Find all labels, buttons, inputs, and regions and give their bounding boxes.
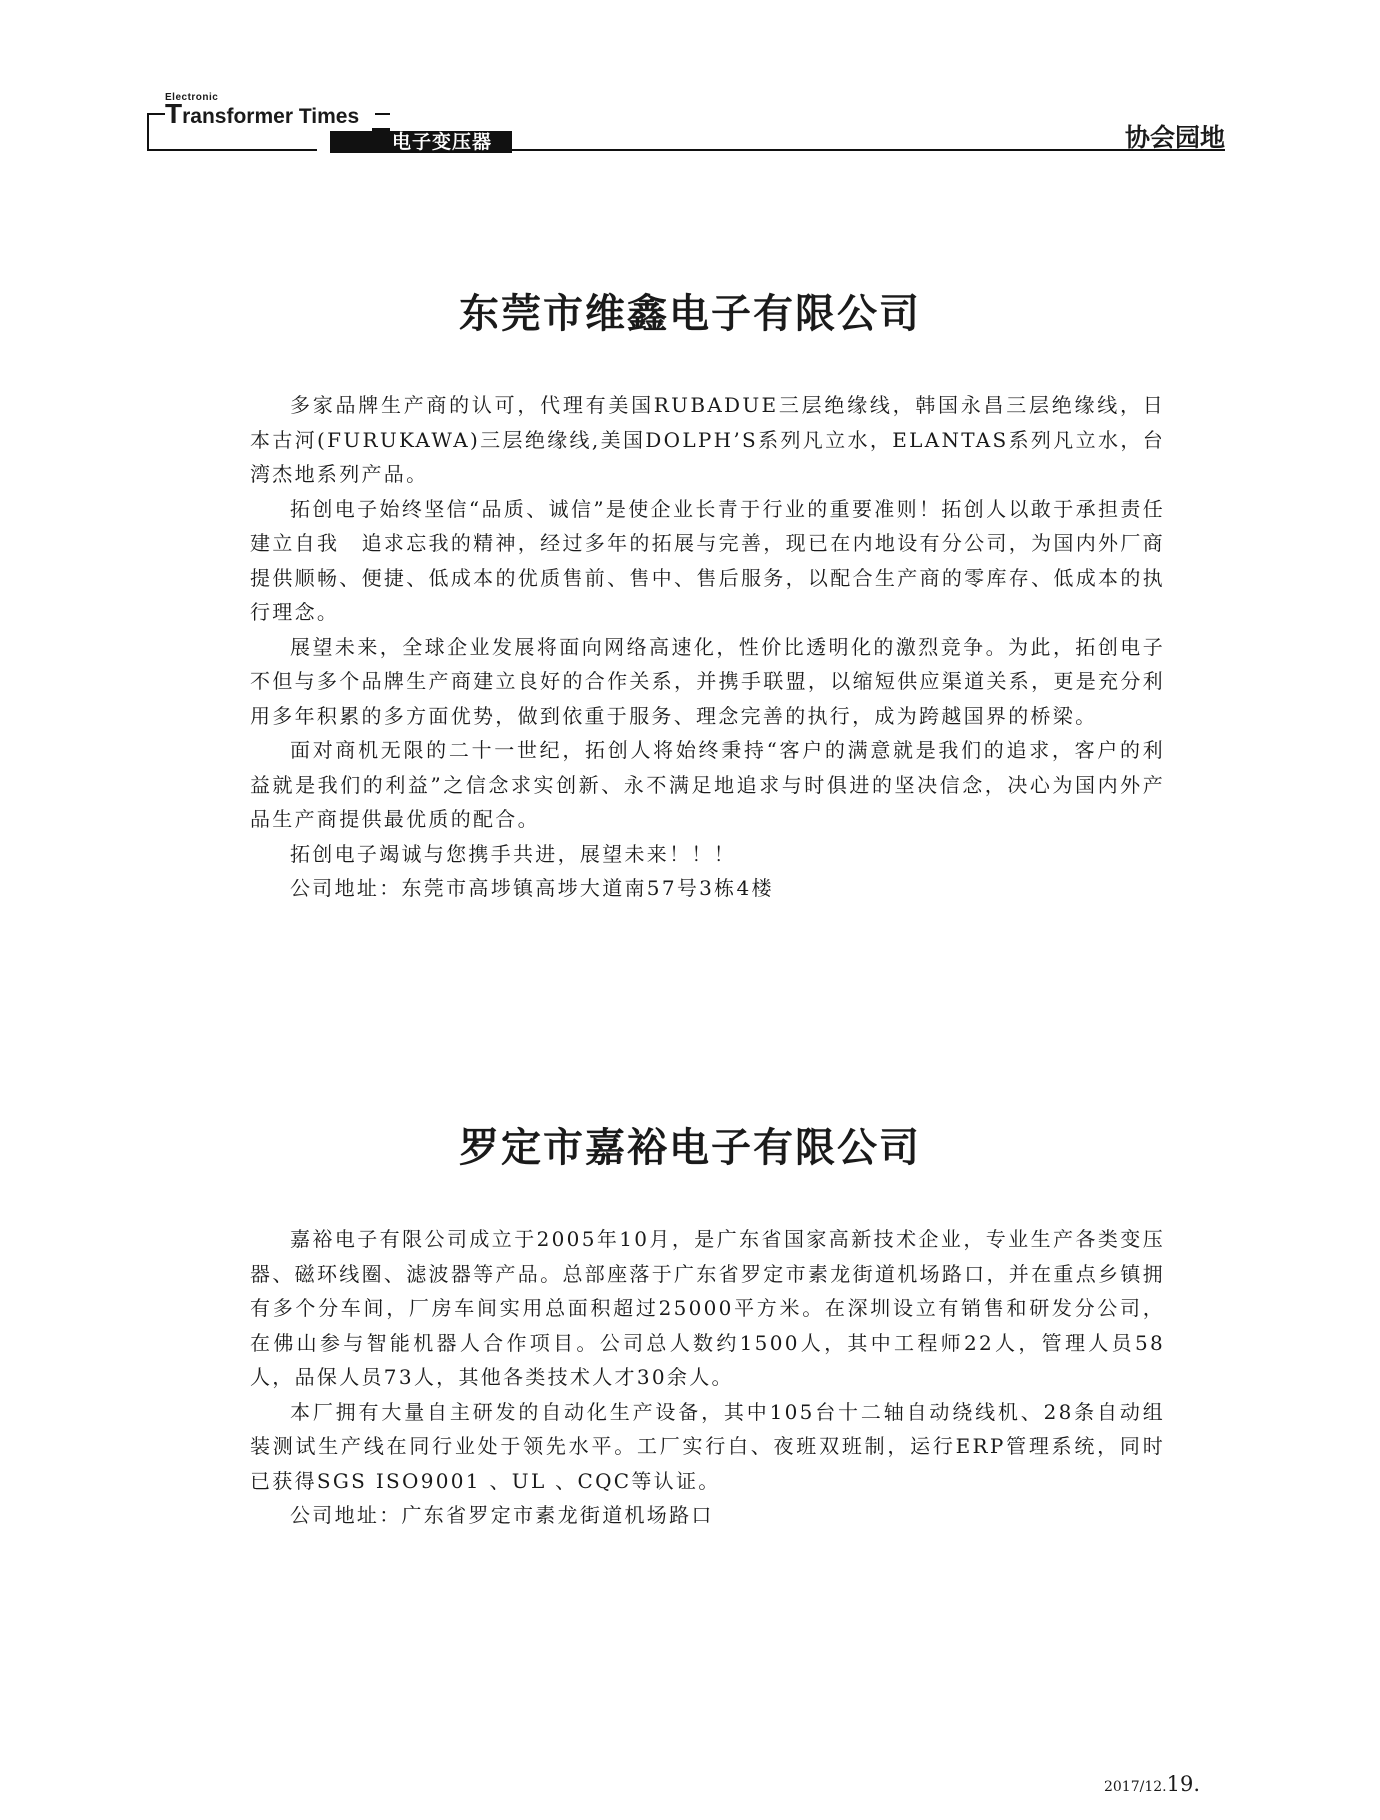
header-rule-left xyxy=(147,113,165,115)
company-address: 公司地址：东莞市高埗镇高埗大道南57号3栋4楼 xyxy=(290,876,774,900)
article-title-2: 罗定市嘉裕电子有限公司 xyxy=(459,1124,921,1171)
header-bracket xyxy=(147,113,149,151)
article-title-1: 东莞市维鑫电子有限公司 xyxy=(459,290,921,337)
magazine-name: 电子变压器 xyxy=(392,131,493,153)
paragraph: 拓创电子竭诚与您携手共进，展望未来！！！ xyxy=(290,841,736,866)
paragraph: 面对商机无限的二十一世纪，拓创人将始终秉持“客户的满意就是我们的追求，客户的利益就是我们的利益”之信念求实创新、永不满足地追求与时俱进的坚决信念，决心为国内外产品生产商提供最优质的配合。 xyxy=(250,738,1165,831)
brand-subtitle: Electronic xyxy=(165,92,219,103)
paragraph: 拓创电子始终坚信“品质、诚信”是使企业长青于行业的重要准则！拓创人以敢于承担责任建立自我 追求忘我的精神，经过多年的拓展与完善，现已在内地设有分公司，为国内外厂商提供顺畅、便捷、低成本的优质售前、售中、售后服务，以配合生产商的零库存、低成本的执行理念。 xyxy=(250,496,1165,624)
brand-logo xyxy=(165,98,359,130)
header-rule-right xyxy=(512,149,1225,151)
section-name: 协会园地 xyxy=(1124,123,1225,152)
header-rule-brand xyxy=(375,113,390,115)
brand-initial: T xyxy=(165,98,183,129)
company-address: 公司地址：广东省罗定市素龙街道机场路口 xyxy=(290,1503,714,1527)
page-footer xyxy=(1104,1772,1200,1796)
header-rule-bottom-left xyxy=(147,149,317,151)
paragraph: 嘉裕电子有限公司成立于2005年10月，是广东省国家高新技术企业，专业生产各类变压器、磁环线圈、滤波器等产品。总部座落于广东省罗定市素龙街道机场路口，并在重点乡镇拥有多个分车间，厂房车间实用总面积超过25000平方米。在深圳设立有销售和研发分公司，在佛山参与智能机器人合作项目。公司总人数约1500人，其中工程师22人，管理人员58人，品保人员73人，其他各类技术人才30余人。 xyxy=(250,1227,1165,1389)
page-number: 19. xyxy=(1166,1772,1200,1796)
article-body-2 xyxy=(250,1222,1165,1533)
page-header xyxy=(0,0,1380,170)
article-body-1 xyxy=(250,388,1165,906)
paragraph: 本厂拥有大量自主研发的自动化生产设备，其中105台十二轴自动绕线机、28条自动组装测试生产线在同行业处于领先水平。工厂实行白、夜班双班制，运行ERP管理系统，同时已获得SGS ISO9001 、UL 、CQC等认证。 xyxy=(250,1399,1165,1493)
paragraph: 展望未来，全球企业发展将面向网络高速化，性价比透明化的激烈竞争。为此，拓创电子不但与多个品牌生产商建立良好的合作关系，并携手联盟，以缩短供应渠道关系，更是充分利用多年积累的多方面优势，做到依重于服务、理念完善的执行，成为跨越国界的桥梁。 xyxy=(250,634,1165,728)
issue-date: 2017/12. xyxy=(1103,1779,1167,1795)
brand-name: ransformer Times xyxy=(182,105,360,128)
paragraph: 多家品牌生产商的认可，代理有美国RUBADUE三层绝缘线，韩国永昌三层绝缘线，日本古河(FURUKAWA)三层绝缘线,美国DOLPH’S系列凡立水，ELANTAS系列凡立水，台湾杰地系列产品。 xyxy=(250,393,1165,486)
